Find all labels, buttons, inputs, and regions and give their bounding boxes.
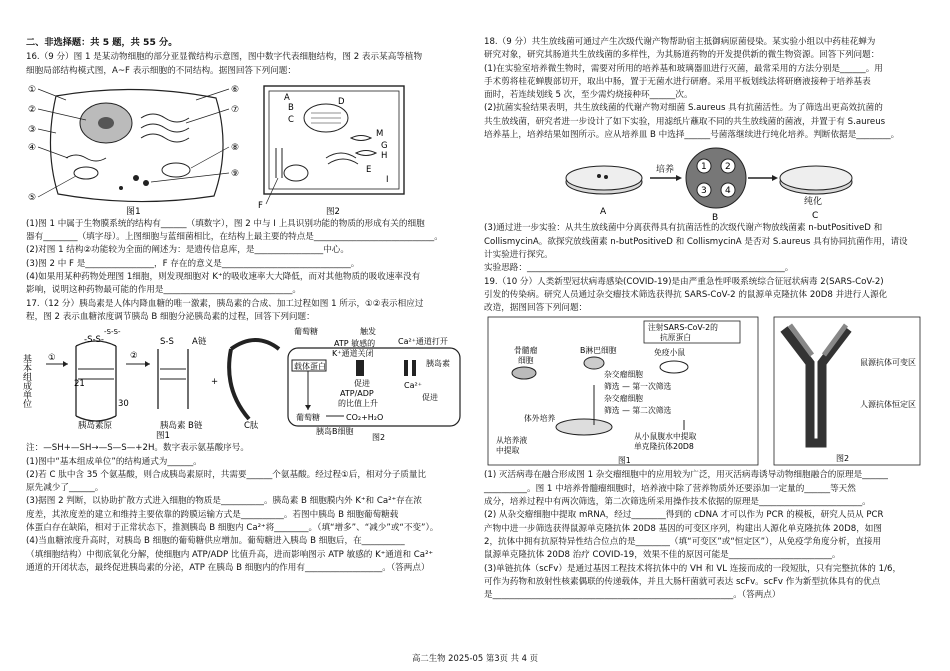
a-chain-label: A链 — [192, 337, 207, 348]
fig2-caption: 图2 — [326, 206, 340, 217]
q19-question-3c: 是________________________________________________________。（答两点） — [484, 590, 781, 601]
q19-figures-svg — [484, 315, 924, 469]
atp-channel-label: ATP 敏感的 — [334, 339, 376, 349]
ca-open-label: Ca²⁺通道打开 — [398, 337, 448, 347]
q19-question-2a: (2) 从杂交瘤细胞中提取 mRNA，经过________得到的 cDNA 才可以作为 PCR 的模板，研究人员从 PCR — [484, 510, 884, 521]
fig1-label-9: ⑨ — [231, 168, 240, 179]
colony-1: 1 — [701, 162, 707, 173]
left-column — [21, 36, 466, 575]
fig1-label-5: ⑤ — [28, 192, 37, 203]
ascites-2: 单克隆抗体20D8 — [634, 442, 694, 452]
unit-label: 基本组成单位 — [21, 354, 31, 409]
ca-label: Ca²⁺ — [404, 381, 422, 391]
fig2-label-H: H — [381, 150, 388, 161]
inject-label-1: 注射SARS-CoV-2的 — [648, 323, 718, 333]
screen1-label: 筛选 — 第一次筛选 — [604, 382, 672, 392]
fig2-label-D: D — [338, 96, 345, 107]
myeloma-label-2: 细胞 — [518, 356, 534, 366]
q16-figures-svg — [26, 78, 466, 218]
q18-line-8: 培养基上，培养结果如图所示。应从培养皿 B 中选择______号菌落继续进行纯化培养。判断依据是________。 — [484, 130, 900, 141]
q18-line-1: 18.（9 分）共生放线菌可通过产生次级代谢产物帮助宿主抵御病原菌侵染。某实验小组以中药桂花蝉为 — [484, 37, 876, 47]
fig1-caption-q19: 图1 — [618, 456, 631, 466]
q19-question-2b: 产物中进一步筛选获得鼠源单克隆抗体 20D8 基因的可变区序列，构建出人源化单克隆抗体 20D8，如图 — [484, 523, 882, 534]
inject-label-2: 抗原蛋白 — [660, 333, 692, 343]
q16-question-3: (3)图 2 中 F 是________________，F 存在的意义是______________________________。 — [26, 258, 360, 269]
fig2-label-B: B — [288, 102, 294, 113]
hybrid-label-2: 杂交瘤细胞 — [604, 394, 643, 404]
q17-intro-2: 程，图 2 表示血糖浓度调节胰岛 B 细胞分泌胰岛素的过程，回答下列问题： — [26, 311, 315, 322]
residue-30: 30 — [118, 399, 129, 410]
colony-4: 4 — [725, 186, 731, 197]
colony-3: 3 — [701, 186, 707, 197]
plus-sign: + — [211, 377, 219, 388]
q18-line-2: 研究对象，研究其肠道共生放线菌的多样性，为其肠道药物的开发提供新的微生物资源。回答下列问题： — [484, 50, 880, 61]
promote2-label: 促进 — [422, 393, 438, 403]
dish-b-label: B — [712, 213, 719, 224]
fig2-label-E: E — [366, 164, 372, 175]
fig2-label-G: G — [381, 140, 388, 151]
q17-figures — [21, 324, 466, 443]
q17-question-3c: 体蛋白存在缺陷，相对于正常状态下，推测胰岛 B 细胞内 Ca²⁺将________。（填“增多”、“减少”或“不变”）。 — [26, 523, 439, 534]
trigger-label: 触发 — [360, 327, 376, 337]
q16-question-4b: 影响，说明这种药物最可能的作用是______________________________。 — [26, 285, 302, 296]
q18-line-5: 面时，若连续划线 5 次，至少需灼烧接种环______次。 — [484, 90, 693, 101]
q16-intro-1: 16.（9 分）图 1 是某动物细胞的部分亚显微结构示意图，图中数字代表细胞结构，图 2 表示某高等植物 — [26, 52, 423, 63]
fig1-label-3: ③ — [28, 124, 37, 135]
q19-question-2c: 2，抗体中拥有抗原特异性结合位点的是________（填“可变区”或“恒定区”），从免疫学角度分析，直接用 — [484, 536, 882, 547]
q19-question-1a: (1) 灭活病毒在融合形成图 1 杂交瘤细胞中的应用较为广泛，用灭活病毒诱导动物细胞融合的原理是______ — [484, 470, 888, 481]
beta-cell-label: 胰岛B细胞 — [316, 427, 354, 437]
residue-21: 21 — [74, 379, 85, 390]
q17-intro-1: 17.（12 分）胰岛素是人体内降血糖的唯一激素，胰岛素的合成、加工过程如图 1 所示，①②表示相应过 — [26, 298, 424, 309]
carrier-label: 载体蛋白 — [294, 362, 326, 372]
fig1-label-8: ⑧ — [231, 142, 240, 153]
q19-line-3: 改造，据图回答下列问题： — [484, 303, 588, 314]
q18-line-7: 共生放线菌，研究者进一步设计了如下实验，用滤纸片蘸取不同的共生放线菌的菌液，并置于有 S.aureus — [484, 116, 886, 127]
purify-label: 纯化 — [804, 197, 823, 208]
q17-question-4b: （填细胞结构）中彻底氧化分解，使细胞内 ATP/ADP 比值升高，进而影响图示 ATP 敏感的 K⁺通道和 Ca²⁺ — [26, 549, 434, 560]
q17-question-4c: 通道的开闭状态，最终促进胰岛素的分泌，ATP 在胰岛 B 细胞内的作用有__________________。（答两点） — [26, 562, 430, 573]
right-column — [484, 36, 924, 602]
dish-a-label: A — [600, 207, 607, 218]
q17-question-3a: (3)据图 2 判断，以协助扩散方式进入细胞的物质是__________。胰岛素 B 细胞膜内外 K⁺和 Ca²⁺存在浓 — [26, 496, 422, 507]
hybrid-label: 杂交瘤细胞 — [604, 370, 643, 380]
fig1-label-4: ④ — [28, 142, 37, 153]
q17-question-2b: 原先减少了______。 — [26, 483, 104, 494]
insulin-label-q17: 胰岛素 — [426, 359, 450, 369]
from-culture-1: 从培养液 — [496, 436, 528, 446]
q16-question-1a: (1)图 1 中属于生物膜系统的结构有______（填数字），图 2 中与 I 上具识别功能的物质的形成有关的细胞 — [26, 218, 425, 229]
page-footer: 高二生物 2025-05 第3页 共 4 页 — [412, 653, 538, 663]
q18-line-11: 计实验进行探究。 — [484, 249, 553, 260]
fig1-label-2: ② — [28, 104, 37, 115]
fig2-label-M: M — [376, 128, 384, 139]
antibody-diagram — [774, 317, 920, 465]
fig1-label-6: ⑥ — [231, 84, 240, 95]
ascites-1: 从小鼠腹水中提取 — [634, 432, 697, 442]
ss-bond-1: -S-S- — [84, 335, 104, 346]
q17-question-1: (1)图中“基本组成单位”的结构通式为______。 — [26, 456, 202, 467]
colony-2: 2 — [725, 162, 731, 173]
section-title: 二、非选择题：共 5 题，共 55 分。 — [26, 37, 178, 48]
dish-c-label: C — [812, 211, 819, 222]
beta-cell-diagram — [288, 326, 460, 442]
insulin-synthesis-diagram — [21, 328, 279, 441]
step2-label: ② — [130, 351, 138, 362]
mouse-variable-label: 鼠源抗体可变区 — [860, 358, 916, 368]
q19-question-1b: __________。图 1 中培养骨髓瘤细胞时，培养液中除了营养物质外还要添加一定量的______等天然 — [484, 483, 856, 494]
culture-label: 培养 — [656, 165, 675, 176]
q16-question-1b: 器有________（填字母）。上图细胞与蓝细菌相比，在结构上最主要的特点是____________________________。 — [26, 232, 443, 243]
b-cell-label: B淋巴细胞 — [580, 346, 617, 356]
q16-question-4a: (4)如果用某种药物处理图 1细胞，则发现细胞对 K⁺的吸收速率大大降低，而对其他物质的吸收速率没有 — [26, 272, 421, 283]
screen2-label: 筛选 — 第二次筛选 — [604, 406, 672, 416]
animal-cell-diagram — [50, 89, 223, 201]
q17-question-2a: (2)若 C 肽中含 35 个氨基酸，则合成胰岛素原时，共需要______个氨基酸。经过程①后，相对分子质量比 — [26, 469, 427, 480]
in-vitro-label: 体外培养 — [524, 414, 556, 424]
fig2-caption-q17: 图2 — [372, 433, 386, 443]
mouse-label: 免疫小鼠 — [654, 348, 686, 358]
q19-question-2d: 鼠源单克隆抗体 20D8 治疗 COVID-19，效果不佳的原因可能是________________________。 — [484, 550, 841, 561]
fig2-label-A: A — [284, 92, 290, 103]
q19-figures — [484, 315, 924, 469]
c-peptide-label: C肽 — [244, 421, 259, 432]
fig2-label-C: C — [288, 114, 294, 125]
q17-figures-svg — [21, 324, 466, 443]
q19-line-2: 引发的传染病。研究人员通过杂交瘤技术筛选获得抗 SARS-CoV-2 的鼠源单克隆抗体 20D8 并进行人源化 — [484, 289, 888, 300]
fig2-label-I: I — [386, 174, 389, 185]
q19-line-1: 19.（10 分）人类新型冠状病毒感染(COVID-19)是由严重急性呼吸系统综合征冠状病毒 2(SARS-CoV-2) — [484, 276, 884, 287]
insulin-label: 胰岛素 — [160, 421, 186, 432]
q19-question-1c: 成分，培养过程中有两次筛选，第二次筛选所采用操作技术依据的原理是________________________。 — [484, 497, 871, 508]
fig1-caption: 图1 — [126, 206, 141, 217]
q18-line-10: CollismycinA。欲探究放线菌素 n-butPositiveD 和 CollismycinA 是否对 S.aureus 具有协同抗菌作用，请设 — [484, 236, 908, 247]
human-constant-label: 人源抗体恒定区 — [860, 400, 916, 410]
q18-line-12: 实验思路：____________________________________________________________。 — [484, 263, 794, 274]
q16-figures — [26, 78, 466, 218]
hybridoma-flow-diagram — [488, 317, 758, 465]
ratio-label-1: ATP/ADP — [340, 389, 374, 399]
promote1-label: 促进 — [354, 379, 370, 389]
step1-label: ① — [48, 353, 56, 364]
fig2-caption-q19: 图2 — [836, 454, 850, 464]
q19-question-3a: (3)单链抗体（scFv）是通过基因工程技术将抗体中的 VH 和 VL 连接而成的一段短肽，只有完整抗体的 1/6， — [484, 563, 902, 574]
fig2-label-F: F — [258, 200, 263, 211]
q17-note: 注：—SH+—SH→—S—S—+2H。数字表示氨基酸序号。 — [26, 443, 249, 454]
from-culture-2: 中提取 — [496, 446, 520, 456]
fig1-label-1: ① — [28, 84, 37, 95]
b-chain-label: B链 — [188, 421, 203, 432]
fig1-label-7: ⑦ — [231, 104, 240, 115]
q18-line-9: (3)通过进一步实验：从共生放线菌中分离获得具有抗菌活性的次级代谢产物放线菌素 n-butPositiveD 和 — [484, 223, 883, 234]
q19-question-3b: 可作为药物和放射性核素偶联的传递载体，并且大肠杆菌就可表达 scFv。scFv 作为新型抗体具有的优点 — [484, 576, 881, 587]
q16-question-2: (2)对图 1 结构②功能较为全面的阐述为：是遗传信息库，是________________中心。 — [26, 245, 349, 256]
myeloma-label-1: 骨髓瘤 — [514, 346, 538, 356]
q18-line-4: 手术剪将桂花蝉腹部切开，取出中肠，置于无菌水进行研磨。采用平板划线法将研磨液接种于培养基表 — [484, 76, 871, 87]
q17-question-3b: 度差，其浓度差的建立和维持主要依靠的跨膜运输方式是__________。若图中胰岛 B 细胞葡萄糖载 — [26, 509, 399, 520]
ss-bond-2: S-S — [160, 337, 174, 348]
ratio-label-2: 的比值上升 — [338, 399, 378, 409]
glucose-bottom: 葡萄糖 — [296, 413, 320, 423]
petri-dish-svg — [484, 142, 924, 222]
q17-question-4a: (4)当血糖浓度升高时，对胰岛 B 细胞的葡萄糖供应增加。葡萄糖进入胰岛 B 细胞后，在__________ — [26, 536, 405, 547]
q18-line-6: (2)抗菌实验结果表明，共生放线菌的代谢产物对细菌 S.aureus 具有抗菌活性。为了筛选出更高效抗菌的 — [484, 103, 883, 114]
ss-bond-3: -S-S- — [104, 328, 121, 337]
glucose-top: 葡萄糖 — [294, 327, 318, 337]
fig1-caption-q17: 图1 — [156, 431, 170, 442]
q16-intro-2: 细胞局部结构模式图，A~F 表示细胞的不同结构。据图回答下列问题： — [26, 65, 296, 76]
k-channel-label: K⁺通道关闭 — [332, 349, 374, 359]
q18-line-3: (1)在实验室培养微生物时，需要对所用的培养基和玻璃器皿进行灭菌，最常采用的方法分别是______。用 — [484, 63, 883, 74]
petri-dish-figure — [484, 142, 924, 222]
products-label: CO₂+H₂O — [346, 413, 384, 423]
proinsulin-label: 胰岛素原 — [78, 421, 113, 432]
